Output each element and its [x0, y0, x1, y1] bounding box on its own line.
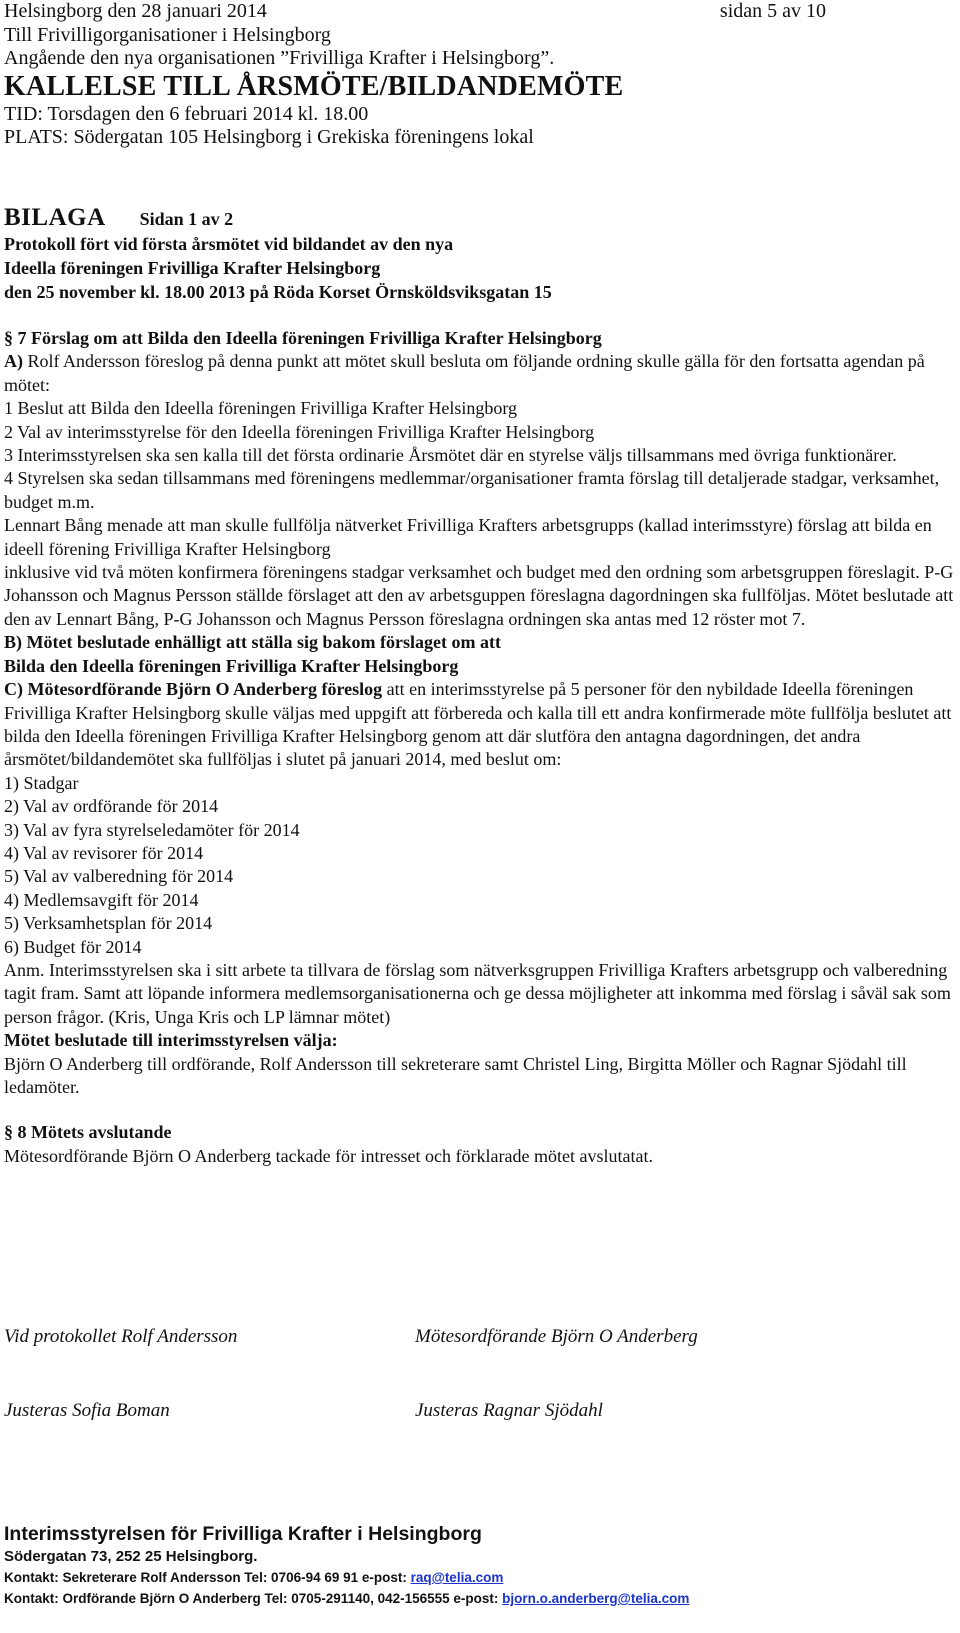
list-item: 6) Budget för 2014 [4, 936, 142, 957]
bilaga-line: den 25 november kl. 18.00 2013 på Röda Korset Örnsköldsviksgatan 15 [4, 282, 552, 302]
paragraph-lennart: Lennart Bång menade att man skulle fullfölja nätverket Frivilliga Krafters arbetsgrupps (kallad interimsstyre) förslag att bilda en ideell förening Frivilliga Krafter Helsingborg [4, 515, 932, 559]
bilaga-pages: Sidan 1 av 2 [139, 209, 234, 229]
closing-text: Mötesordförande Björn O Anderberg tackade för intresset och förklarade mötet avslutatat. [4, 1145, 653, 1166]
page-title: KALLELSE TILL ÅRSMÖTE/BILDANDEMÖTE [4, 70, 624, 102]
decision-b: B) Mötet beslutade enhälligt att ställa sig bakom förslaget om att [4, 632, 501, 653]
contact-chair-text: Kontakt: Ordförande Björn O Anderberg Tel: 0705-291140, 042-156555 e-post: [4, 1591, 503, 1606]
label-a: A) [4, 351, 23, 372]
bilaga-line: Protokoll fört vid första årsmötet vid bildandet av den nya [4, 234, 454, 254]
letter-date: Helsingborg den 28 januari 2014 [4, 0, 267, 22]
list-item: 2 Val av interimsstyrelse för den Ideella föreningen Frivilliga Krafter Helsingborg [4, 421, 595, 442]
signature-justeras-1: Justeras Sofia Boman [4, 1400, 170, 1421]
meeting-time: TID: Torsdagen den 6 februari 2014 kl. 18.00 [4, 102, 369, 125]
signature-ordforande: Mötesordförande Björn O Anderberg [415, 1326, 698, 1347]
list-item: 3 Interimsstyrelsen ska sen kalla till det första ordinarie Årsmötet där en styrelse väljs tillsammans med övriga funktionärer. [4, 445, 897, 466]
paragraph-anm: Anm. Interimsstyrelsen ska i sitt arbete ta tillvara de förslag som nätverksgruppen Frivilliga Krafters arbetsgrupp och valberedning tagit fram. Samt att löpande informera medlemsorganisationerna och ge dessa möjligheter att inkomma med förslag i såväl sak som person frågor. (Kris, Unga Kris och LP lämnar mötet) [4, 959, 951, 1027]
footer-contact-secretary [4, 1567, 956, 1588]
contact-secretary-text: Kontakt: Sekreterare Rolf Andersson Tel: 0706-94 69 91 e-post: [4, 1570, 411, 1585]
label-c: C) Mötesordförande Björn O Anderberg föreslog [4, 679, 383, 700]
list-item: 4) Val av revisorer för 2014 [4, 842, 204, 863]
paragraph-a [4, 350, 956, 397]
election-text: Björn O Anderberg till ordförande, Rolf Andersson till sekreterare samt Christel Ling, Birgitta Möller och Ragnar Sjödahl till ledamöter. [4, 1053, 907, 1097]
paragraph-c [4, 678, 956, 772]
date-row [4, 0, 826, 24]
footer [4, 1521, 956, 1609]
list-item: 4) Medlemsavgift för 2014 [4, 889, 199, 910]
footer-address: Södergatan 73, 252 25 Helsingborg. [4, 1548, 258, 1565]
bilaga-section [4, 204, 944, 304]
election-heading: Mötet beslutade till interimsstyrelsen välja: [4, 1030, 338, 1051]
signature-justeras-2: Justeras Ragnar Sjödahl [415, 1400, 603, 1421]
decision-b-cont: Bilda den Ideella föreningen Frivilliga Krafter Helsingborg [4, 655, 459, 676]
list-item: 1 Beslut att Bilda den Ideella föreningen Frivilliga Krafter Helsingborg [4, 398, 518, 419]
footer-org: Interimsstyrelsen för Frivilliga Krafter i Helsingborg [4, 1523, 482, 1545]
bilaga-title: BILAGA [4, 204, 106, 231]
signature-protokoll: Vid protokollet Rolf Andersson [4, 1326, 238, 1347]
subject: Angående den nya organisationen ”Frivilliga Krafter i Helsingborg”. [4, 47, 555, 69]
paragraph-lennart-cont: inklusive vid två möten konfirmera föreningens stadgar verksamhet och budget med den ordning som arbetsgruppen föreslagit. P-G Johansson och Magnus Persson ställde förslaget att den av arbetsguppen föreslagna dagordningen ska fullföljas. Mötet beslutade att den av Lennart Bång, P-G Johansson och Magnus Persson föreslagna ordningen ska antas med 12 röster mot 7. [4, 562, 954, 629]
list-item: 5) Verksamhetsplan för 2014 [4, 913, 213, 934]
list-item: 3) Val av fyra styrelseledamöter för 2014 [4, 819, 300, 840]
protocol-body [4, 327, 956, 1168]
footer-contact-chair [4, 1588, 956, 1609]
paragraph-c-text: att en interimsstyrelse på 5 personer för den nybildade Ideella föreningen Frivilliga Krafter Helsingborg skulle väljas med uppgift att förbereda och kalla till ett andra konfirmerade möte fullfölja beslutet att bilda den Ideella föreningen Frivilliga Krafter Helsingborg genom att där slutföra den antagna dagordningen, det andra årsmötet/bildandemötet ska fullföljas i slutet på januari 2014, med beslut om: [4, 679, 952, 770]
recipient: Till Frivilligorganisationer i Helsingborg [4, 23, 331, 46]
page-number: sidan 5 av 10 [719, 0, 826, 22]
section-heading-8: § 8 Mötets avslutande [4, 1122, 172, 1143]
paragraph-a-text: Rolf Andersson föreslog på denna punkt att mötet skull besluta om följande ordning skulle gälla för den fortsatta agendan på mötet: [4, 351, 925, 395]
list-item: 4 Styrelsen ska sedan tillsammans med föreningens medlemmar/organisationer framta förslag till detaljerade stadgar, verksamhet, budget m.m. [4, 468, 940, 512]
spacer [4, 1099, 956, 1121]
list-item: 2) Val av ordförande för 2014 [4, 796, 219, 817]
list-item: 1) Stadgar [4, 772, 79, 793]
meeting-place: PLATS: Södergatan 105 Helsingborg i Grekiska föreningens lokal [4, 126, 534, 148]
section-heading-7: § 7 Förslag om att Bilda den Ideella föreningen Frivilliga Krafter Helsingborg [4, 328, 602, 348]
email-link-secretary[interactable]: raq@telia.com [410, 1570, 504, 1585]
list-item: 5) Val av valberedning för 2014 [4, 866, 234, 887]
email-link-chair[interactable]: bjorn.o.anderberg@telia.com [502, 1591, 690, 1606]
letter-header [4, 0, 954, 150]
bilaga-line: Ideella föreningen Frivilliga Krafter Helsingborg [4, 258, 381, 278]
